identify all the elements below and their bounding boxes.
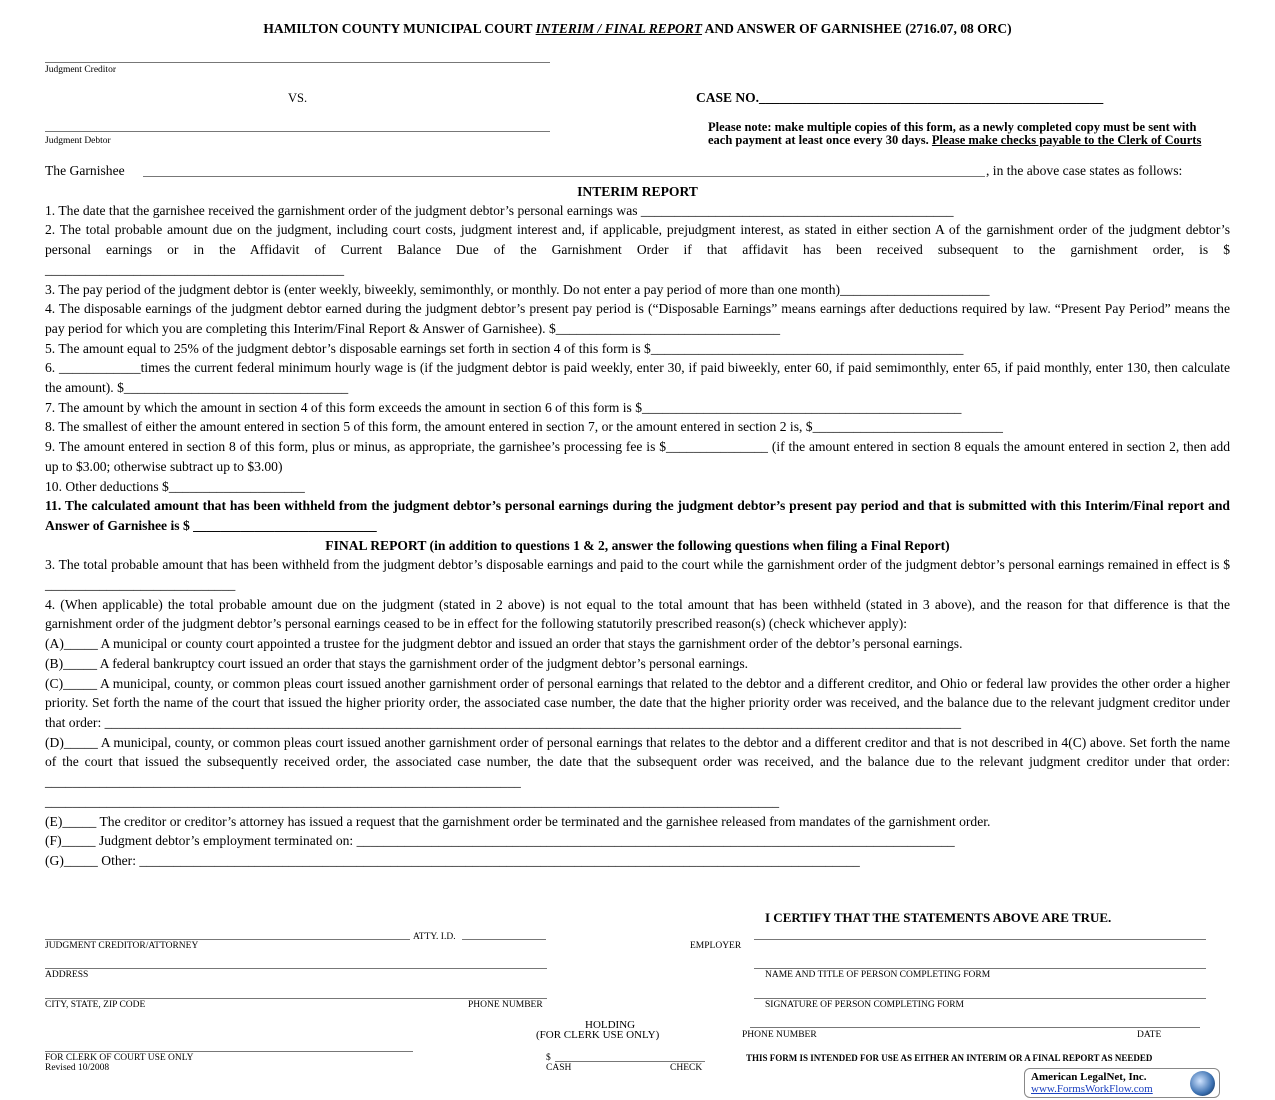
judgment-debtor-label: Judgment Debtor: [45, 136, 111, 146]
interim-item-8[interactable]: 8. The smallest of either the amount entered in section 5 of this form, the amount entered in section 7, or the amount entered in section 2 is, $____________________________: [45, 419, 1003, 435]
interim-item-11[interactable]: 11. The calculated amount that has been withheld from the judgment debtor’s personal earnings during the judgment debtor’s present pay period and that is submitted with this Interim/Final report and Answer of Garnishee is $ ___________________________: [45, 498, 1230, 533]
judgment-debtor-field[interactable]: [45, 131, 550, 132]
interim-item-4[interactable]: 4. The disposable earnings of the judgment debtor earned during the judgment debtor’s present pay period is (“Disposable Earnings” means earnings after deductions required by law. “Present Pay Period” means the pay period for which you are completing this Interim/Final Report & Answer of Garnishee). $_________________________________: [45, 301, 1230, 336]
final-option-f[interactable]: (F)_____ Judgment debtor’s employment terminated on: ________________________________________________________________________________________: [45, 833, 955, 849]
judgment-creditor-field[interactable]: [45, 62, 550, 63]
holding-label: HOLDING: [585, 1019, 636, 1031]
interim-item-2[interactable]: 2. The total probable amount due on the judgment, including court costs, judgment interest and, if applicable, prejudgment interest, as stated in either section A of the garnishment order of the judgment debtor’s personal earnings or in the Affidavit of Current Balance Due of the Garnishment Order if that affidavit has been received subsequent to the garnishment order, is $ ____________________________________________: [45, 222, 1230, 277]
garnishee-label: The Garnishee: [45, 163, 125, 178]
final-option-c[interactable]: (C)_____ A municipal, county, or common pleas court issued another garnishment order of personal earnings that related to the debtor and a different creditor, and Ohio or federal law provides the other order a higher priority. Set forth the name of the court that issued the higher priority order, the associated case number, the date that the higher priority order was received, and the balance due to the relevant judgment creditor under that order: ______________________________________________________________________________________________________________________________: [45, 675, 1230, 730]
title-text-end: AND ANSWER OF GARNISHEE (2716.07, 08 ORC): [702, 21, 1012, 36]
note-text: Please note: make multiple copies of this form, as a newly completed copy must be sent with each payment at least once every 30 days.: [708, 120, 1197, 147]
globe-icon: [1190, 1071, 1215, 1096]
interim-item-10[interactable]: 10. Other deductions $____________________: [45, 478, 305, 494]
note-payable: Please make checks payable to the Clerk of Courts: [931, 133, 1202, 147]
amount-field[interactable]: [555, 1061, 705, 1062]
phone-label-2: PHONE NUMBER: [742, 1030, 817, 1040]
city-state-zip-label: CITY, STATE, ZIP CODE: [45, 1000, 146, 1010]
clerk-court-label: FOR CLERK OF COURT USE ONLY: [45, 1053, 194, 1063]
signature-label: SIGNATURE OF PERSON COMPLETING FORM: [765, 1000, 964, 1010]
interim-item-3[interactable]: 3. The pay period of the judgment debtor is (enter weekly, biweekly, semimonthly, or monthly. Do not enter a pay period of more than one month)______________________: [45, 281, 990, 297]
copies-note: [708, 121, 1208, 147]
atty-id-label: ATTY. I.D.: [413, 932, 456, 942]
forms-workflow-link[interactable]: www.FormsWorkFlow.com: [1031, 1083, 1153, 1095]
employer-field[interactable]: [754, 939, 1206, 940]
interim-item-1[interactable]: 1. The date that the garnishee received the garnishment order of the judgment debtor’s personal earnings was ______________________________________________: [45, 202, 954, 218]
american-legalnet-logo: [1024, 1068, 1220, 1098]
final-item-3[interactable]: 3. The total probable amount that has been withheld from the judgment debtor’s disposable earnings and paid to the court while the garnishment order of the judgment debtor’s personal earnings remained in effect is $ ____________________________: [45, 557, 1230, 593]
title-report-type: INTERIM / FINAL REPORT: [535, 21, 703, 36]
city-state-zip-field[interactable]: [45, 998, 547, 999]
final-option-d[interactable]: (D)_____ A municipal, county, or common pleas court issued another garnishment order of personal earnings that relates to the debtor and a different creditor and that is not described in 4(C) above. Set forth the name of the court that issued the subsequently received order, the associated case number, the date that the subsequent order was received, and the balance due to the relevant judgment creditor under that order: ______________________________________________________________________ ____________________________________________________________________________________________________________: [45, 734, 1230, 809]
cash-label: CASH: [546, 1063, 572, 1073]
final-option-a[interactable]: (A)_____ A municipal or county court appointed a trustee for the judgment debtor and issued an order that stays the garnishment order of the debtor’s personal earnings.: [45, 636, 963, 652]
creditor-attorney-label: JUDGMENT CREDITOR/ATTORNEY: [45, 941, 199, 951]
form-title: [0, 21, 1275, 37]
interim-item-7[interactable]: 7. The amount by which the amount in section 4 of this form exceeds the amount in section 6 of this form is $_______________________________________________: [45, 399, 962, 415]
clerk-use-only-label: (FOR CLERK USE ONLY): [536, 1029, 660, 1041]
interim-heading: INTERIM REPORT: [577, 184, 698, 199]
garnishee-field[interactable]: [143, 176, 985, 177]
vs-label: VS.: [288, 91, 308, 105]
garnishee-suffix: , in the above case states as follows:: [986, 163, 1183, 178]
form-body: [45, 184, 1230, 871]
form-intended-note: THIS FORM IS INTENDED FOR USE AS EITHER AN INTERIM OR A FINAL REPORT AS NEEDED: [746, 1053, 1153, 1063]
final-option-g[interactable]: (G)_____ Other: __________________________________________________________________________________________________________: [45, 852, 860, 868]
phone-label: PHONE NUMBER: [468, 1000, 543, 1010]
clerk-court-field[interactable]: [45, 1051, 413, 1052]
interim-item-6[interactable]: 6. ____________times the current federal minimum hourly wage is (if the judgment debtor is paid weekly, enter 30, if paid biweekly, enter 60, if paid semimonthly, enter 65, if paid monthly, enter 130, then calculate the amount). $_________________________________: [45, 360, 1230, 396]
name-title-label: NAME AND TITLE OF PERSON COMPLETING FORM: [765, 970, 991, 980]
case-number-field[interactable]: CASE NO.___________________________________________________: [696, 90, 1104, 105]
final-heading: FINAL REPORT (in addition to questions 1 & 2, answer the following questions when filing a Final Report): [325, 537, 950, 553]
dollar-sign: $: [546, 1053, 551, 1063]
interim-item-5[interactable]: 5. The amount equal to 25% of the judgment debtor’s disposable earnings set forth in section 4 of this form is $______________________________________________: [45, 340, 964, 356]
creditor-attorney-field[interactable]: [45, 939, 410, 940]
name-title-field[interactable]: [754, 968, 1206, 969]
title-text: HAMILTON COUNTY MUNICIPAL COURT: [263, 21, 536, 36]
employer-label: EMPLOYER: [690, 941, 742, 951]
final-item-4: 4. (When applicable) the total probable amount due on the judgment (stated in 2 above) is not equal to the total amount that has been withheld (stated in 3 above), and the reason for that difference is that the garnishment order of the judgment debtor’s personal earnings ceased to be in effect for the following statutorily prescribed reason(s) (check whichever apply):: [45, 596, 1230, 632]
address-field[interactable]: [45, 968, 547, 969]
final-option-b[interactable]: (B)_____ A federal bankruptcy court issued an order that stays the garnishment order of the judgment debtor’s personal earnings.: [45, 655, 749, 671]
revised-label: Revised 10/2008: [45, 1063, 110, 1073]
phone-date-field[interactable]: [750, 1027, 1200, 1028]
atty-id-field[interactable]: [462, 939, 546, 940]
check-label: CHECK: [670, 1063, 703, 1073]
address-label: ADDRESS: [45, 970, 89, 980]
final-option-e[interactable]: (E)_____ The creditor or creditor’s attorney has issued a request that the garnishment order be terminated and the garnishee released from mandates of the garnishment order.: [45, 813, 991, 829]
date-label: DATE: [1137, 1030, 1162, 1040]
interim-item-9[interactable]: 9. The amount entered in section 8 of this form, plus or minus, as appropriate, the garnishee’s processing fee is $_______________ (if the amount entered in section 8 equals the amount entered in section 2, then add up to $3.00; otherwise subtract up to $3.00): [45, 439, 1230, 474]
judgment-creditor-label: Judgment Creditor: [45, 65, 116, 75]
certify-statement: I CERTIFY THAT THE STATEMENTS ABOVE ARE TRUE.: [765, 910, 1112, 925]
company-name: American LegalNet, Inc.: [1031, 1071, 1147, 1083]
signature-field[interactable]: [754, 998, 1206, 999]
